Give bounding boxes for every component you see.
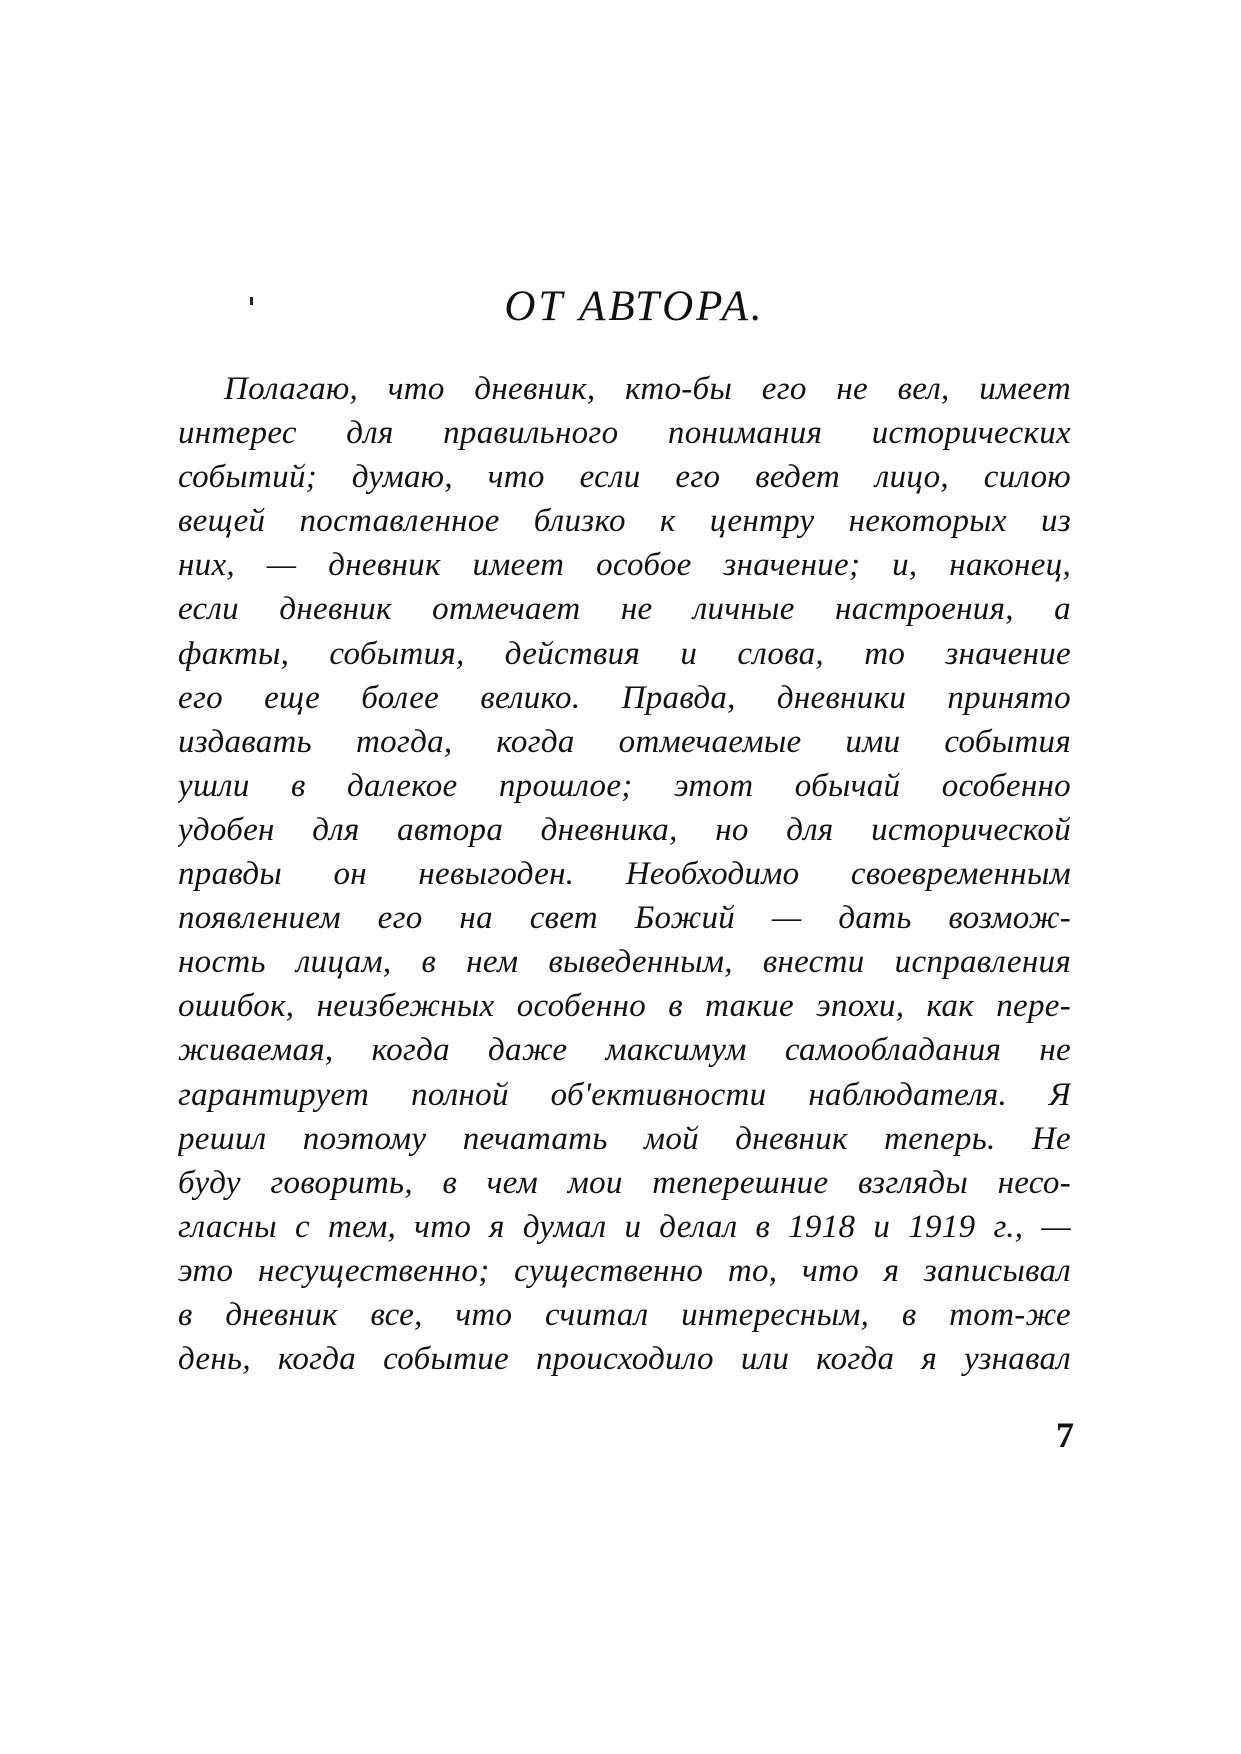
text-line: гарантирует полной об'ективности наблюдателя. Я — [178, 1076, 1071, 1113]
text-line: его еще более велико. Правда, дневники принято — [178, 679, 1071, 716]
text-line: правды он невыгоден. Необходимо своевременным — [178, 856, 1071, 893]
text-line: интерес для правильного понимания исторических — [178, 415, 1071, 452]
text-line: живаемая, когда даже максимум самообладания не — [178, 1032, 1071, 1069]
text-line: буду говорить, в чем мои теперешние взгляды несо- — [178, 1164, 1071, 1201]
text-line: это несущественно; существенно то, что я записывал — [178, 1252, 1071, 1289]
text-line: день, когда событие происходило или когда я узнавал — [178, 1341, 1071, 1378]
text-line: событий; думаю, что если его ведет лицо, силою — [178, 459, 1071, 496]
text-line: вещей поставленное близко к центру некоторых из — [178, 503, 1071, 540]
text-line: если дневник отмечает не личные настроения, а — [178, 591, 1071, 628]
text-line: ность лицам, в нем выведенным, внести исправления — [178, 944, 1071, 981]
body-text — [178, 367, 1071, 1381]
text-line: гласны с тем, что я думал и делал в 1918 и 1919 г., — — [178, 1208, 1071, 1245]
page-title: ОТ АВТОРА. — [504, 283, 765, 330]
text-line: факты, события, действия и слова, то значение — [178, 635, 1071, 672]
text-line: ушли в далекое прошлое; этот обычай особенно — [178, 767, 1071, 804]
text-line: ошибок, неизбежных особенно в такие эпохи, как пере- — [178, 988, 1071, 1025]
page-number: 7 — [1056, 1415, 1074, 1455]
text-line: удобен для автора дневника, но для исторической — [178, 811, 1071, 848]
text-line: издавать тогда, когда отмечаемые ими события — [178, 723, 1071, 760]
text-line: них, — дневник имеет особое значение; и, наконец, — [178, 547, 1071, 584]
text-line: появлением его на свет Божий — дать возмож- — [178, 900, 1071, 937]
text-line: Полагаю, что дневник, кто-бы его не вел, имеет — [224, 371, 1071, 407]
text-line: в дневник все, что считал интересным, в тот-же — [178, 1296, 1071, 1333]
text-line: решил поэтому печатать мой дневник теперь. Не — [178, 1120, 1071, 1157]
